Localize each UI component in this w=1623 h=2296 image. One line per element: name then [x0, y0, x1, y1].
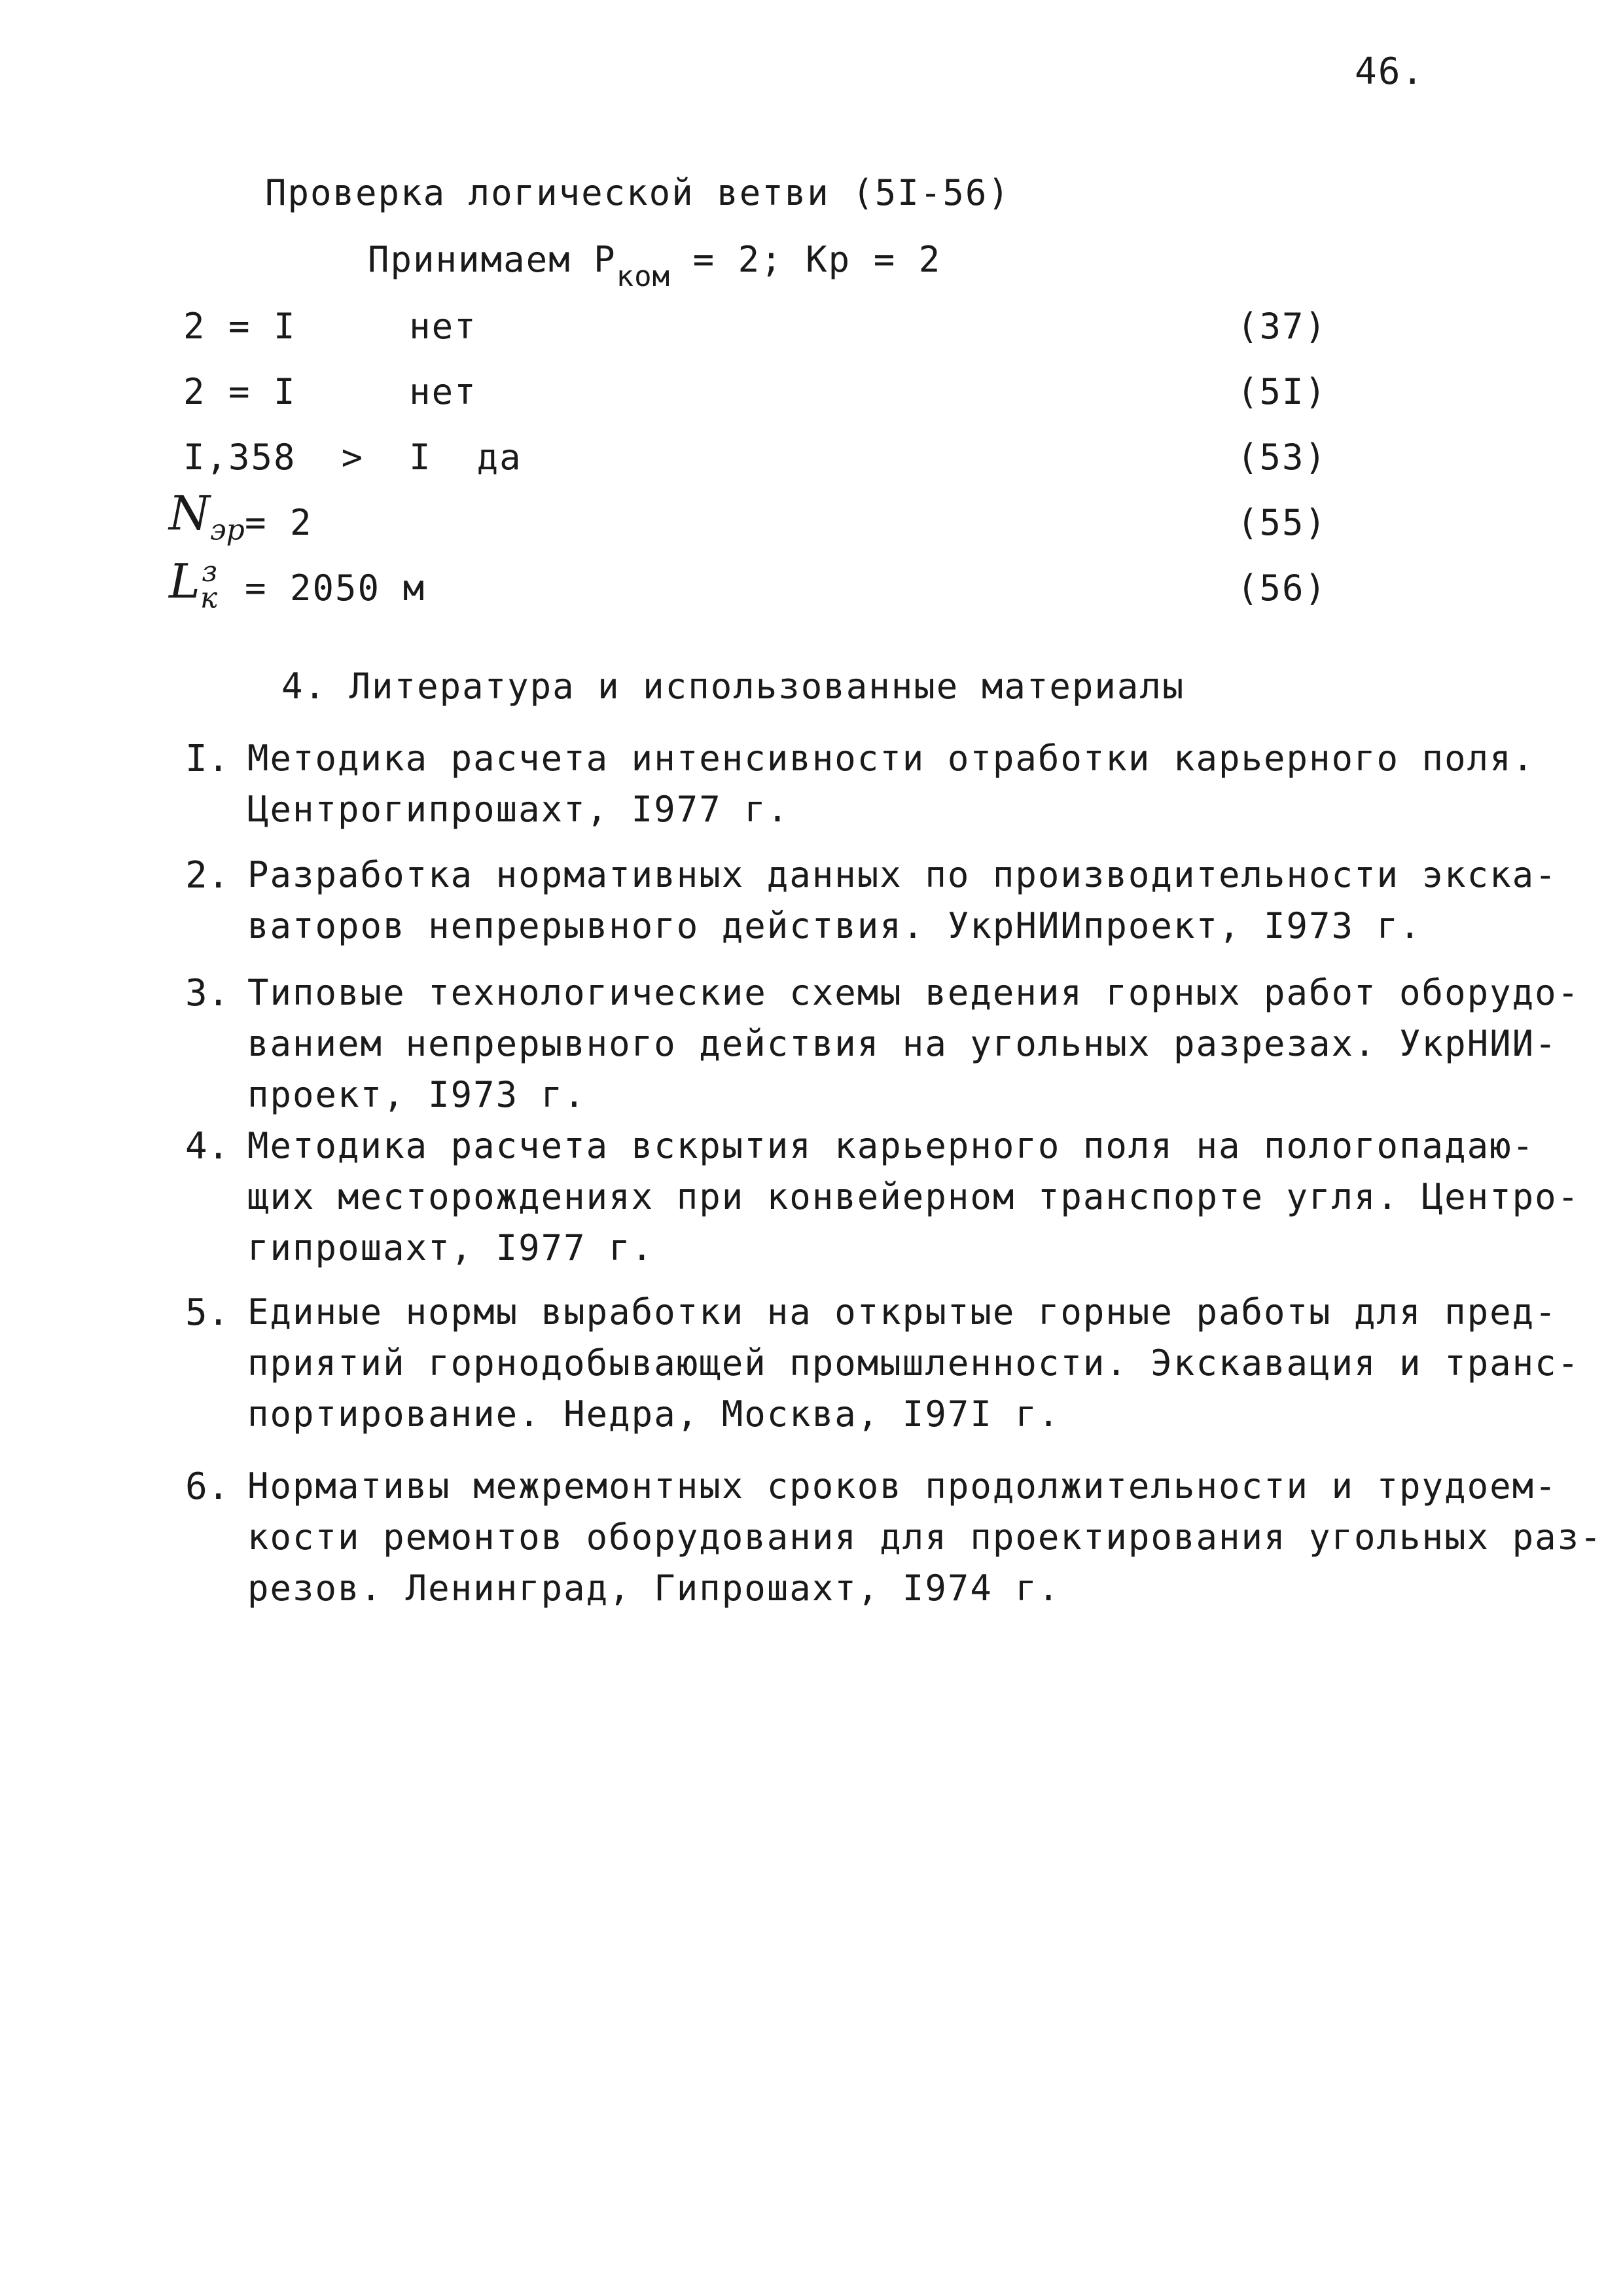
reference-line: гипрошахт, I977 г.: [247, 1227, 654, 1268]
reference-line: Методика расчета вскрытия карьерного поля на пологопадаю-: [247, 1125, 1535, 1166]
reference-line: кости ремонтов оборудования для проектирования угольных раз-: [247, 1516, 1603, 1558]
accept-subscript: ком: [616, 260, 671, 293]
accept-prefix: Принимаем Р: [368, 239, 616, 280]
check-heading: Проверка логической ветви (5I-56): [265, 172, 1010, 213]
reference-line: ваторов непрерывного действия. УкрНИИпроект, I973 г.: [247, 905, 1422, 946]
reference-line: резов. Ленинград, Гипрошахт, I974 г.: [247, 1568, 1061, 1609]
reference-line: Методика расчета интенсивности отработки карьерного поля.: [247, 738, 1535, 779]
check-row-ref: (53): [1237, 437, 1328, 478]
reference-line: Типовые технологические схемы ведения горных работ оборудо-: [247, 972, 1580, 1013]
reference-line: приятий горнодобывающей промышленности. Экскавация и транс-: [247, 1342, 1580, 1384]
reference-line: проект, I973 г.: [247, 1074, 586, 1115]
section-title: 4. Литература и использованные материалы: [281, 666, 1185, 707]
check-row-left: 2 = I нет: [183, 371, 477, 412]
handwritten-n-symbol: [169, 486, 245, 547]
reference-number: I.: [185, 738, 230, 780]
page-number: 46.: [1355, 50, 1425, 93]
reference-number: 3.: [185, 972, 230, 1014]
handwritten-subscript: эр: [210, 513, 245, 547]
check-row-ref: (37): [1237, 306, 1328, 347]
handwritten-value: = 2: [245, 502, 313, 543]
check-row-ref: (56): [1237, 567, 1328, 609]
check-row-ref: (5I): [1237, 371, 1328, 412]
handwritten-symbol: L: [169, 554, 200, 609]
handwritten-l-symbol: [169, 554, 218, 615]
handwritten-subscript: к: [200, 581, 218, 615]
handwritten-value: = 2050 м: [245, 567, 426, 609]
handwritten-superscript: з: [202, 555, 218, 588]
reference-number: 6.: [185, 1465, 230, 1508]
reference-number: 5.: [185, 1291, 230, 1334]
reference-line: Единые нормы выработки на открытые горные работы для пред-: [247, 1291, 1558, 1333]
accept-statement: [368, 239, 942, 293]
accept-suffix: = 2; Кр = 2: [670, 239, 942, 280]
check-row-ref: (55): [1237, 502, 1328, 543]
handwritten-symbol: N: [169, 486, 210, 541]
reference-line: Нормативы межремонтных сроков продолжительности и трудоем-: [247, 1465, 1558, 1507]
reference-line: ванием непрерывного действия на угольных разрезах. УкрНИИ-: [247, 1023, 1558, 1064]
reference-line: щих месторождениях при конвейерном транспорте угля. Центро-: [247, 1176, 1580, 1217]
reference-number: 4.: [185, 1125, 230, 1168]
reference-line: Разработка нормативных данных по производительности экска-: [247, 854, 1558, 895]
check-row-left: I,358 > I да: [183, 437, 522, 478]
reference-number: 2.: [185, 854, 230, 897]
check-row-left: 2 = I нет: [183, 306, 477, 347]
reference-line: Центрогипрошахт, I977 г.: [247, 789, 790, 830]
reference-line: портирование. Недра, Москва, I97I г.: [247, 1393, 1061, 1435]
